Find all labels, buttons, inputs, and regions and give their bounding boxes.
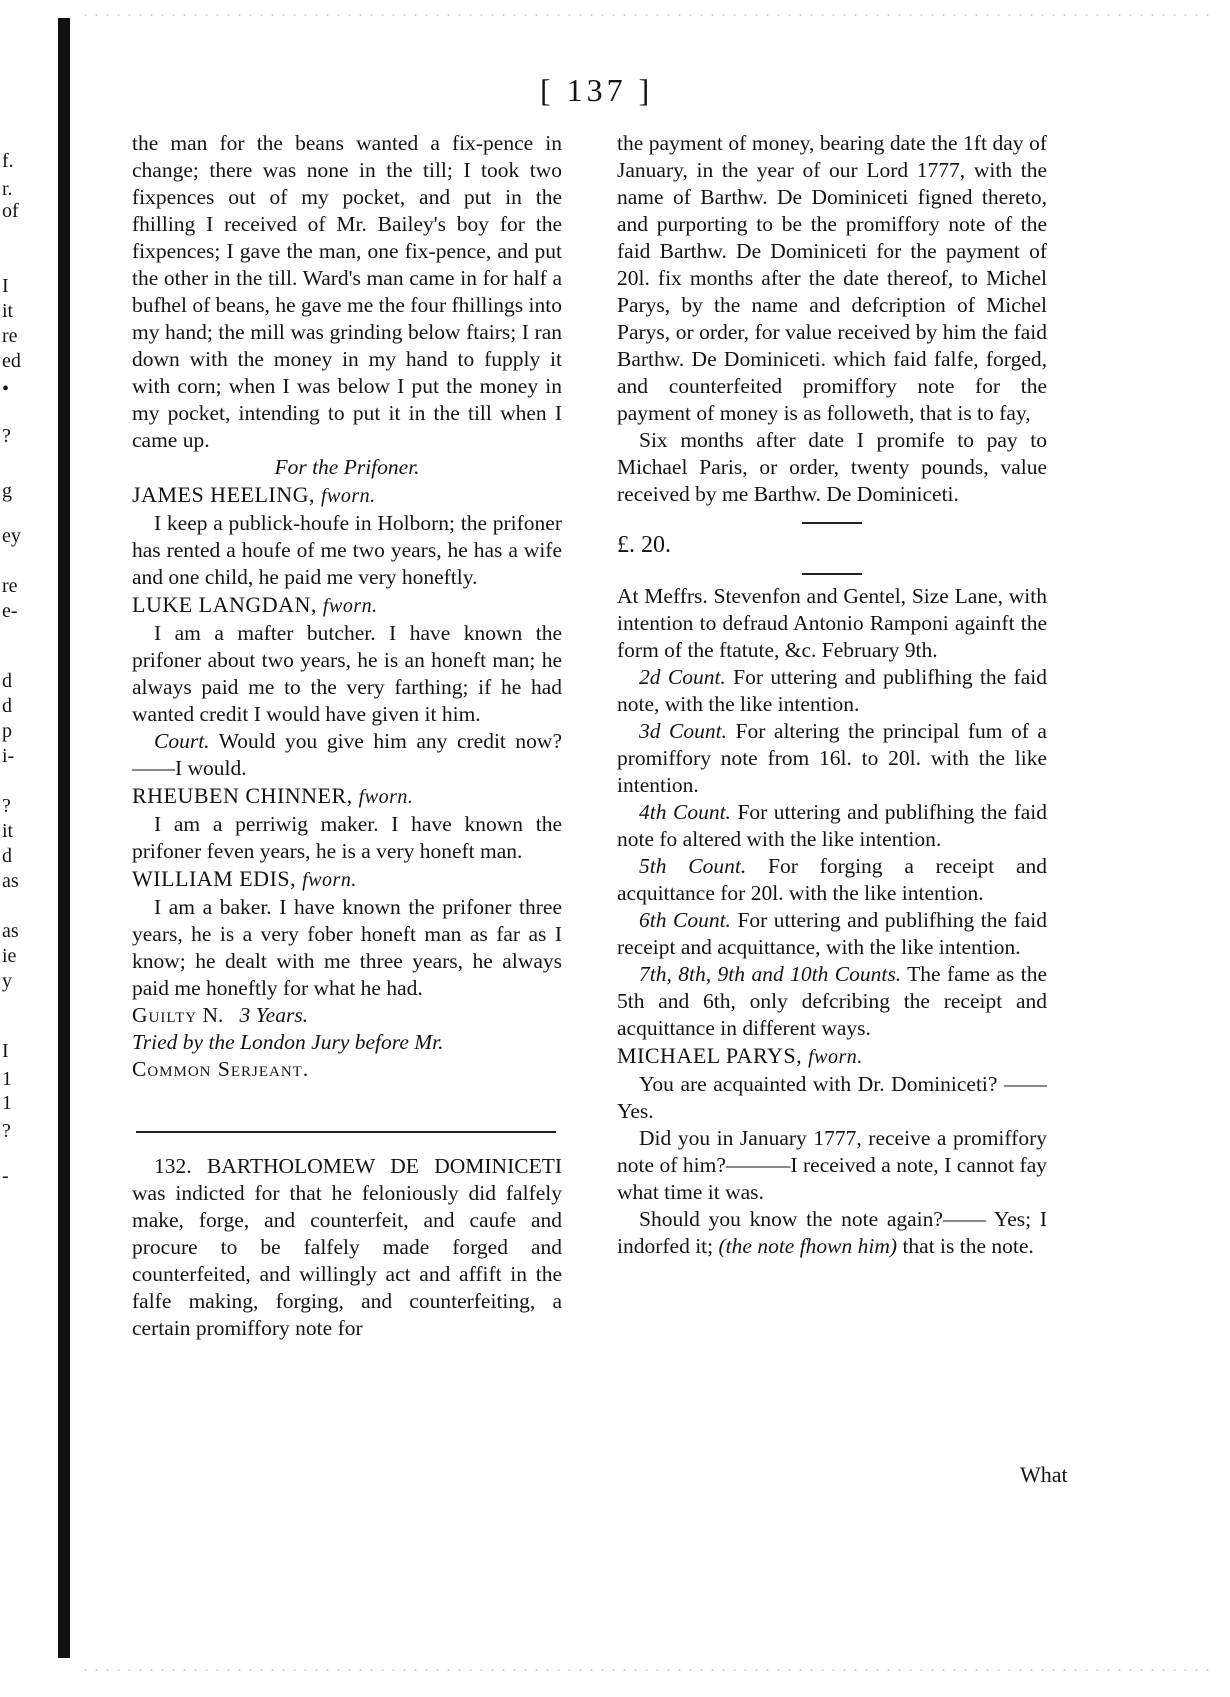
margin-fragment: i- bbox=[2, 745, 15, 767]
count-paragraph bbox=[617, 718, 1047, 799]
qa-paragraph: Did you in January 1777, receive a promiffory note of him?———I received a note, I cannot fay what time it was. bbox=[617, 1126, 1047, 1204]
margin-fragment: y bbox=[2, 970, 12, 992]
margin-fragment: I bbox=[2, 1040, 9, 1062]
margin-fragment: r. bbox=[2, 178, 13, 200]
margin-fragment: as bbox=[2, 870, 19, 892]
count-text: For altering the principal fum of a promiffory note from 16l. to 20l. with the like intention. bbox=[617, 719, 1047, 797]
margin-fragment: of bbox=[2, 200, 19, 222]
sworn-label: fworn. bbox=[808, 1046, 863, 1068]
margin-fragment: d bbox=[2, 845, 12, 867]
case-number: 132. bbox=[154, 1154, 192, 1178]
qa-paragraph: You are acquainted with Dr. Dominiceti? ——Yes. bbox=[617, 1072, 1047, 1123]
promissory-note-text: Six months after date I promife to pay to Michael Paris, or order, twenty pounds, value received by me Barthw. De Dominiceti. bbox=[617, 428, 1047, 506]
sworn-label: fworn. bbox=[302, 869, 357, 891]
tried-line-2: Common Serjeant. bbox=[132, 1057, 310, 1081]
margin-fragment: ed bbox=[2, 350, 21, 372]
witness-heading bbox=[132, 591, 562, 620]
page-number: [ 137 ] bbox=[540, 72, 654, 108]
margin-fragment: g bbox=[2, 480, 12, 502]
case-text: BARTHOLOMEW DE DOMINICETI was indicted for that he feloniously did falfely make, forge, and counterfeit, and caufe and procure to be falfely made forged and counterfeited, and willingly act and affift in the falfe making, forging, and counterfeiting, a certain promiffory note for bbox=[132, 1154, 563, 1340]
verdict-rest: N. bbox=[202, 1003, 224, 1027]
count-label: 2d Count. bbox=[639, 665, 726, 689]
count-label: 3d Count. bbox=[639, 719, 727, 743]
count-text: For uttering and publifhing the faid note, with the like intention. bbox=[617, 665, 1047, 716]
count-paragraph bbox=[617, 853, 1047, 907]
count-paragraph bbox=[617, 664, 1047, 718]
witness-name: RHEUBEN CHINNER, bbox=[132, 783, 353, 808]
margin-fragment: d bbox=[2, 670, 12, 692]
count-text: For uttering and publifhing the faid note fo altered with the like intention. bbox=[617, 800, 1048, 851]
witness-name: LUKE LANGDAN, bbox=[132, 592, 317, 617]
count-text: For uttering and publifhing the faid receipt and acquittance, with the like intention. bbox=[617, 908, 1048, 959]
sworn-label: fworn. bbox=[358, 786, 414, 808]
qa-paragraph bbox=[617, 1206, 1047, 1260]
witness-testimony: I keep a publick-houfe in Holborn; the prifoner has rented a houfe of me two years, he has a wife and one child, he paid me very honeftly. bbox=[132, 511, 562, 589]
margin-fragment: it bbox=[2, 820, 14, 842]
margin-fragment: d bbox=[2, 695, 12, 717]
margin-fragment: ? bbox=[2, 425, 11, 447]
binding-edge bbox=[58, 18, 70, 1658]
margin-fragment: ? bbox=[2, 795, 11, 817]
margin-fragment: re bbox=[2, 575, 18, 597]
sworn-label: fworn. bbox=[321, 485, 376, 507]
verdict-term: 3 Years. bbox=[239, 1003, 309, 1027]
margin-fragment: p bbox=[2, 720, 12, 742]
verdict-word: Guilty bbox=[132, 1003, 198, 1027]
witness-name: JAMES HEELING, bbox=[132, 482, 315, 507]
count-text: For forging a receipt and acquittance for 20l. with the like intention. bbox=[617, 854, 1047, 905]
tried-line-1: Tried by the London Jury before Mr. bbox=[132, 1030, 444, 1054]
place-paragraph: At Meffrs. Stevenfon and Gentel, Size Lane, with intention to defraud Antonio Ramponi againft the form of the ftatute, &c. February 9th. bbox=[617, 584, 1047, 662]
count-text: The fame as the 5th and 6th, only defcribing the receipt and acquittance in different ways. bbox=[617, 962, 1047, 1040]
tried-note bbox=[132, 1029, 562, 1083]
margin-fragment: I bbox=[2, 275, 9, 297]
counts-list bbox=[617, 664, 1047, 1042]
amount-rule-bottom bbox=[802, 573, 862, 575]
court-label: Court. bbox=[154, 729, 210, 753]
witness-heading bbox=[132, 782, 562, 811]
margin-fragment: as bbox=[2, 920, 19, 942]
note-amount: £. 20. bbox=[617, 532, 671, 558]
count-label: 7th, 8th, 9th and 10th Counts. bbox=[639, 962, 902, 986]
margin-fragment: ? bbox=[2, 1120, 11, 1142]
qa-aside: (the note fhown him) bbox=[718, 1234, 898, 1258]
margin-fragment: e- bbox=[2, 600, 18, 622]
amount-rule-top bbox=[802, 522, 862, 524]
right-column bbox=[617, 130, 1047, 1260]
sworn-label: fworn. bbox=[322, 595, 378, 617]
qa-text-end: that is the note. bbox=[902, 1234, 1034, 1258]
margin-fragment: ey bbox=[2, 525, 21, 547]
top-page-specks bbox=[80, 12, 1210, 18]
catchword: What bbox=[1020, 1462, 1068, 1487]
witness-name: MICHAEL PARYS, bbox=[617, 1043, 803, 1068]
witness-heading bbox=[617, 1042, 1047, 1071]
count-paragraph bbox=[617, 799, 1047, 853]
margin-fragment: ie bbox=[2, 945, 17, 967]
witness-testimony: I am a mafter butcher. I have known the prifoner about two years, he is an honeft man; he always paid me to the very farthing; if he had wanted credit I would have given it him. bbox=[132, 621, 562, 726]
margin-fragment: it bbox=[2, 300, 14, 322]
witness-testimony: I am a perriwig maker. I have known the prifoner feven years, he is a very honeft man. bbox=[132, 812, 562, 863]
qa-text: Should you know the note again?—— Yes; I indorfed it; bbox=[617, 1207, 1047, 1258]
margin-fragment: - bbox=[2, 1165, 9, 1187]
court-question bbox=[132, 728, 562, 782]
left-column bbox=[132, 130, 562, 1342]
section-divider bbox=[136, 1131, 556, 1133]
count-paragraph bbox=[617, 961, 1047, 1042]
witness-testimony: I am a baker. I have known the prifoner three years, he is a very fober honeft man as far as I know; he dealt with me three years, he always paid me honeftly for what he had. bbox=[132, 895, 562, 1000]
left-margin-fragments bbox=[0, 0, 40, 1697]
margin-fragment: f. bbox=[2, 150, 14, 172]
testimony-paragraph: the man for the beans wanted a fix-pence in change; there was none in the till; I took two fixpences out of my pocket, and put in the fhilling I received of Mr. Bailey's boy for the fixpences; I gave the man, one fix-pence, and put the other in the till. Ward's man came in for half a bufhel of beans, he gave me the four fhillings into my hand; the mill was grinding below ftairs; I ran down with the money in my hand to fupply it with corn; when I was below I put the money in my pocket, intending to put it in the till when I came up. bbox=[132, 131, 562, 452]
margin-fragment: 1 bbox=[2, 1092, 12, 1114]
count-paragraph bbox=[617, 907, 1047, 961]
verdict bbox=[132, 1002, 562, 1029]
witness-heading bbox=[132, 865, 562, 894]
bottom-page-specks bbox=[80, 1667, 1210, 1673]
margin-fragment: re bbox=[2, 325, 18, 347]
count-label: 4th Count. bbox=[639, 800, 731, 824]
case-indictment bbox=[132, 1153, 562, 1342]
witness-name: WILLIAM EDIS, bbox=[132, 866, 297, 891]
witness-heading bbox=[132, 481, 562, 510]
count-label: 6th Count. bbox=[639, 908, 731, 932]
indictment-continuation: the payment of money, bearing date the 1ft day of January, in the year of our Lord 1777, with the name of Barthw. De Dominiceti figned thereto, and purporting to be the promiffory note of the faid Barthw. De Dominiceti for the payment of 20l. fix months after the date thereof, to Michel Parys, by the name and defcription of Michel Parys, or order, for value received by him the faid Barthw. De Dominiceti. which faid falfe, forged, and counterfeited promiffory note for the payment of money is as followeth, that is to fay, bbox=[617, 131, 1047, 425]
for-prisoner-heading: For the Prifoner. bbox=[274, 455, 420, 479]
margin-fragment: • bbox=[2, 378, 10, 400]
count-label: 5th Count. bbox=[639, 854, 747, 878]
margin-fragment: 1 bbox=[2, 1068, 12, 1090]
court-text: Would you give him any credit now?——I would. bbox=[132, 729, 562, 780]
